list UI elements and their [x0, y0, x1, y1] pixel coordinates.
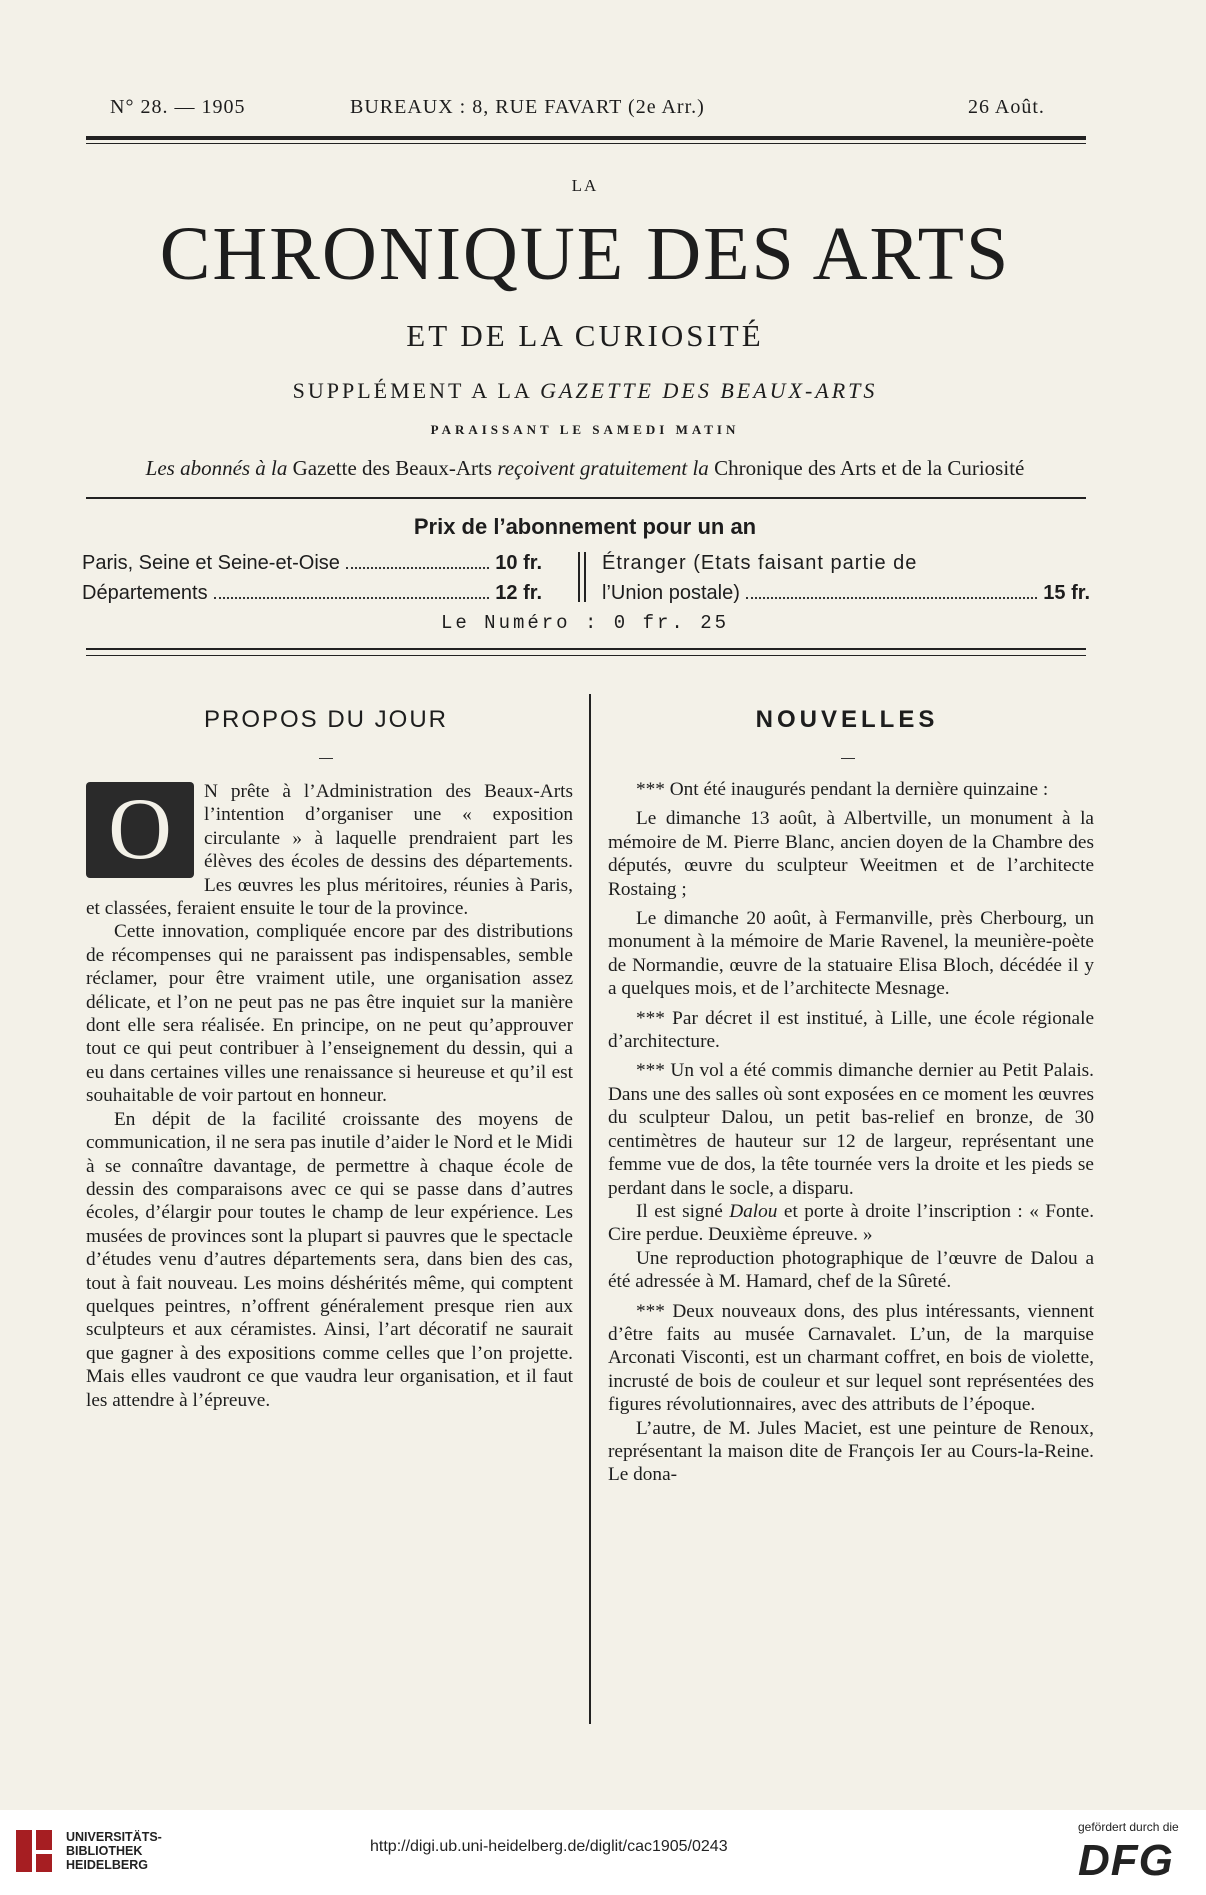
- issue-price: Le Numéro : 0 fr. 25: [440, 612, 730, 634]
- right-column-title: NOUVELLES: [755, 706, 939, 733]
- office-address: BUREAUX : 8, RUE FAVART (2e Arr.): [350, 96, 705, 118]
- price-divider: [578, 552, 580, 602]
- subscription-heading: Prix de l’abonnement pour un an: [413, 514, 757, 539]
- paragraph: *** Par décret il est institué, à Lille, une école régionale d’architecture.: [608, 1007, 1094, 1053]
- paragraph: N prête à l’Administration des Beaux-Arts l’intention d’organiser une « exposition circulante » à laquelle prendraient part les élèves des écoles de dessins des départements. Les œuvres les plus méritoires, réunies à Paris, et classées, feraient ensuite le tour de la province.: [86, 781, 573, 920]
- paragraph: Une reproduction photographique de l’œuvre de Dalou a été adressée à M. Hamard, chef de la Sûreté.: [608, 1247, 1094, 1293]
- library-name: UNIVERSITÄTS- BIBLIOTHEK HEIDELBERG: [66, 1830, 162, 1872]
- paragraph: *** Deux nouveaux dons, des plus intéressants, viennent d’être faits au musée Carnavalet. L’un, de la marquise Arconati Visconti, est un charmant coffret, en bois de violette, incrusté de bois de couleur et sur lequel sont représentées des figures révolutionnaires, avec des attributs de l’époque.: [608, 1300, 1094, 1416]
- dfg-logo: DFG: [1078, 1836, 1174, 1885]
- header-rule: [86, 136, 1086, 140]
- right-column-text: [608, 778, 1094, 1487]
- title-dash: [319, 758, 333, 759]
- supplement-gazette: GAZETTE DES BEAUX-ARTS: [540, 378, 878, 403]
- paragraph: L’autre, de M. Jules Maciet, est une peinture de Renoux, représentant la maison dite de François Ier au Cours-la-Reine. Le dona-: [608, 1417, 1094, 1486]
- subscribers-note: Les abonnés à la Gazette des Beaux-Arts reçoivent gratuitement la Chronique des Arts et de la Curiosité: [145, 456, 1025, 480]
- university-logo-icon: [14, 1828, 54, 1874]
- paris-price-row: Paris, Seine et Seine-et-Oise 10 fr.: [82, 552, 542, 574]
- subscription-rule: [86, 648, 1086, 650]
- issue-date: 26 Août.: [968, 96, 1045, 118]
- paragraph: Cette innovation, compliquée encore par des distributions de récompenses qui ne paraissent pas indispensables, semble réclamer, pour être vraiment utile, une organisation assez délicate, et l’on ne peut pas ne pas être inquiet sur la manière dont elle sera réalisée. En principe, on ne peut qu’approuver tout ce qui peut contribuer à l’enseignement du dessin, qui a eu dans certaines villes une renaissance si heureuse et qu’il est souhaitable de voir partout en honneur.: [86, 921, 573, 1107]
- masthead-la: LA: [571, 176, 599, 195]
- paragraph: *** Ont été inaugurés pendant la dernière quinzaine :: [636, 779, 1049, 800]
- paragraph: Le dimanche 20 août, à Fermanville, près Cherbourg, un monument à la mémoire de Marie Ravenel, la meunière-poète de Normandie, œuvre de la statuaire Elisa Bloch, décédée il y a quelques mois, et de l’architecte Mesnage.: [608, 908, 1094, 1000]
- column-divider: [589, 694, 591, 1724]
- publication-frequency: PARAISSANT LE SAMEDI MATIN: [430, 422, 740, 437]
- foreign-prices: Étranger (Etats faisant partie de l’Union postale) 15 fr.: [602, 552, 1090, 604]
- departments-price-row: Départements 12 fr.: [82, 582, 542, 604]
- issue-number: N° 28. — 1905: [110, 96, 246, 118]
- masthead-subtitle: ET DE LA CURIOSITÉ: [406, 318, 764, 353]
- header-rule-thin: [86, 143, 1086, 144]
- paragraph: Le dimanche 13 août, à Albertville, un monument à la mémoire de M. Pierre Blanc, ancien doyen de la Chambre des députés, œuvre du sculpteur Weeitmen et de l’architecte Rostaing ;: [608, 808, 1094, 900]
- paragraph: En dépit de la facilité croissante des moyens de communication, il ne sera pas inutile d’aider le Nord et le Midi à se connaître davantage, de permettre à chaque école de dessin des comparaisons avec ce qui se passe dans d’autres écoles, d’élargir pour toutes le champ de leur expérience. Les musées de provinces sont la plupart si pauvres que le spectacle d’études venu d’autres départements sera, dans bien des cas, tout à fait nouveau. Les moins déshérités même, qui comptent quelques peintres, n’offrent généralement presque rien aux sculpteurs et aux céramistes. Ainsi, l’art décoratif ne saurait que gagner à des expositions comme celles que l’on projette. Mais elles vaudront ce que vaudra leur organisation, et il faut les attendre à l’épreuve.: [86, 1108, 573, 1411]
- subscription-rule-thin: [86, 655, 1086, 656]
- funded-by-label: gefördert durch die: [1078, 1820, 1179, 1834]
- paragraph: *** Un vol a été commis dimanche dernier au Petit Palais. Dans une des salles où sont exposées en ce moment les œuvres du sculpteur Dalou, un petit bas-relief en bronze, de 30 centimètres de hauteur sur 12 de largeur, représentant une femme vue de dos, la tête tournée vers la droite et les pieds se perdant dans le socle, a disparu.: [608, 1060, 1094, 1199]
- supplement-prefix: SUPPLÉMENT A LA: [292, 378, 532, 403]
- masthead-rule: [86, 497, 1086, 499]
- title-dash: [841, 758, 855, 759]
- digitization-footer: [0, 1810, 1206, 1895]
- price-divider-2: [584, 552, 586, 602]
- left-column-text: [86, 780, 573, 1412]
- paragraph: Il est signé Dalou et porte à droite l’inscription : « Fonte. Cire perdue. Deuxième épreuve. »: [608, 1200, 1095, 1246]
- domestic-prices: [82, 548, 542, 608]
- supplement-line: [80, 378, 1090, 404]
- ornamental-dropcap: O: [86, 782, 194, 878]
- left-column-title: PROPOS DU JOUR: [203, 706, 449, 733]
- masthead-title: CHRONIQUE DES ARTS: [159, 212, 1011, 296]
- permalink[interactable]: http://digi.ub.uni-heidelberg.de/diglit/cac1905/0243: [370, 1838, 728, 1855]
